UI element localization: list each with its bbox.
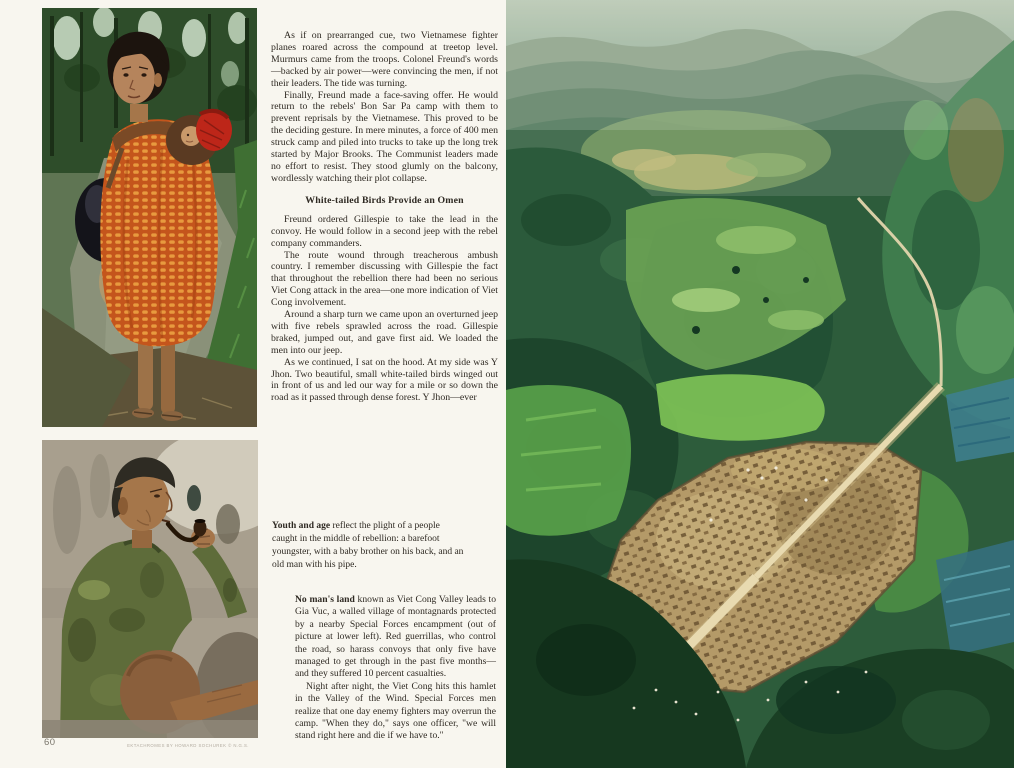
photo-boy-illustration [42, 8, 257, 427]
caption-text: known as Viet Cong Valley leads to Gia Vuc, a walled village of montagnards protected by a nearby Special Forces encampment (out of picture at lower left). Red guerrillas, who control the road, so harass convoys that only five have managed to get through in the past five months—and they suffered 10 percent casualties. [295, 594, 496, 680]
page-number: 60 [44, 737, 56, 748]
article-paragraph: Freund ordered Gillespie to take the lead in the convoy. He would follow in a second jeep with the rebel company commanders. [271, 213, 498, 249]
article-paragraph: As if on prearranged cue, two Vietnamese fighter planes roared across the compound at treetop level. Murmurs came from the troops. Colonel Freund's words—backed by air power—were convincing the men, if not their leaders. The tide was turning. [271, 30, 498, 89]
article-paragraph: Finally, Freund made a face-saving offer. He would return to the rebels' Bon Sar Pa camp with them to prevent reprisals by the Vietnamese. This proved to be the deciding gesture. In mere minutes, a force of 400 men struck camp and piled into trucks to take up the long trek started by Major Brooks. The Communist leaders made no effort to resist. They stood glumly on the balcony, wordlessly watching their plot collapse. [271, 89, 498, 184]
caption-text: reflect the plight of a people caught in the middle of rebellion: a barefoot youngster, with a baby brother on his back, and an old man with his pipe. [272, 521, 464, 571]
article-column [271, 30, 498, 404]
photo-boy-with-baby [42, 8, 257, 427]
article-paragraph: The route wound through treacherous ambush country. I remember discussing with Gillespie the fact that throughout the rebellion there had been no serious Viet Cong attack in the area—one more indication of Viet Cong involvement. [271, 249, 498, 309]
caption-no-mans-land [295, 594, 496, 743]
photo-old-man-with-pipe [42, 440, 258, 738]
photo-old-man-illustration [42, 440, 258, 738]
caption-paragraph: Night after night, the Viet Cong hits this hamlet in the Valley of the Wind. Special Forces men realize that one day enemy fighters may overrun the camp. "When they do," says one officer, "we will stand right here and die if we have to." [295, 680, 496, 742]
section-heading: White-tailed Birds Provide an Omen [305, 194, 464, 206]
article-paragraph: Around a sharp turn we came upon an overturned jeep with five rebels sprawled across the road. Gillespie braked, jumped out, and gave first aid. We loaded the men into our jeep. [271, 309, 498, 356]
caption-lead: No man's land [295, 594, 355, 605]
article-paragraph: As we continued, I sat on the hood. At my side was Y Jhon. Two beautiful, small white-tailed birds winged out in front of us and led our way for a mile or so down the road as it passed through dense forest. Y Jhon—ever [271, 356, 498, 404]
photo-viet-cong-valley [506, 0, 1014, 768]
caption-paragraph [295, 594, 496, 681]
photo-valley-illustration [506, 0, 1014, 768]
photo-credit: EKTACHROMES BY HOWARD SOCHUREK © N.G.S. [127, 743, 249, 748]
caption-youth-and-age [272, 520, 464, 572]
caption-lead: Youth and age [272, 521, 331, 531]
